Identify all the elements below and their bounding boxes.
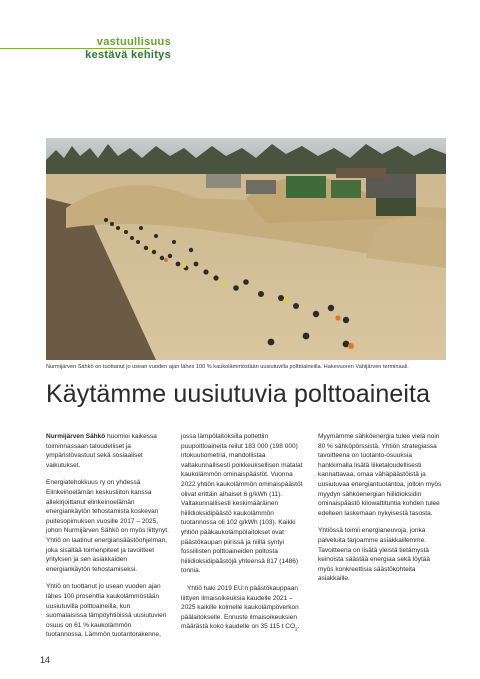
page-title: Käytämme uusiutuvia polttoaineita	[46, 380, 431, 408]
section-label-1: vastuullisuus	[96, 36, 171, 48]
paragraph: jossa lämpölaitoksilla poltettiin puupolttoaineita reilut 183 000 (198 000) irtokuutiometriä, mahdollistaa valtakunnallisesti poikkeuksellisen matalat kaukolämmön ominaispäästöt. Vuonna 2022 yhtiön kaukolämmön ominaispäästöt olivat erittäin alhaiset 6 g/kWh (11). Valtakunnallisesti keskimääräinen hiilidioksidipäästö kaukolämmön tuotannossa oli 102 g/kWh (103). Kaikki yhtiön pääkaukolämpölaitokset ovat päästökaupan piirissä ja niillä syntyi fossiilisten polttoaineiden poltosta hiilidioksidipäästöjä yhteensä 817 (1486) tonnia.	[181, 433, 303, 575]
paragraph-end: .	[297, 623, 300, 631]
paragraph: Energiatehokkuus ry on yhdessä Elinkeinoelämän keskusliiton kanssa allekirjoittanut elinkeinoelämän energiankäytön tehostamista koskevan puitesopimuksen vuosille 2017 – 2025, johon Nurmijärven Sähkö on myös liittynyt. Yhtiö on laatinut energiansäästöohjelman, joka sisältää toimenpiteet ja tavoitteet yrityksen ja sen asiakkaiden energiankäytön tehostamiseksi.	[46, 479, 169, 573]
section-divider	[0, 48, 150, 49]
text-column-2	[181, 432, 305, 642]
paragraph: Yhtiö on tuottanut jo usean vuoden ajan lähes 100 prosenttia kaukolämmöstään uusiutuvilla polttoaineilla, kun suomalaisissa lämpöyhtiöissä uusiutuvien osuus on 61 % kaukolämmön tuotannossa. Lämmön tuotantorakenne,	[46, 583, 167, 639]
text-column-1	[46, 432, 170, 648]
paragraph: Myymämme sähköenergia tulee vielä noin 80 % sähköpörssistä. Yhtiön strategiassa tavoitteena on tuotanto-osuuksia hankkimalla lisätä liiketaloudellisesti kannattavaa, omaa vähäpäästöistä ja uusiutuvaa energiantuotantoa, jolloin myös myydyn sähköenergian hiilidioksidin ominaispäästö kilowattituntia kohden tulee edelleen laskemaan nykyisestä tasosta.	[318, 433, 442, 517]
company-name: Nurmijärven Sähkö	[46, 433, 106, 440]
photo-caption: Nurmijärven Sähkö on tuottanut jo usean vuoden ajan lähes 100 % kaukolämmöstään uusiutuvilla polttoaineilla. Hakevuoren Vahijärven terminaali.	[46, 364, 409, 370]
paragraph-text: huomioi kaikessa toiminnassaan taloudelliset ja ympäristövastuut sekä sosiaaliset vaikutukset.	[46, 433, 157, 469]
paragraph: Yhtiössä toimii energianeuvoja, jonka palveluita tarjoamme asiakkaillemme. Tavoitteena on lisätä yleistä tietämystä keinoista säästää energiaa sekä löytää myös konkreettisia säästökohteita asiakkaille.	[318, 527, 431, 583]
text-column-3	[318, 432, 442, 592]
page-number: 14	[40, 655, 51, 665]
paragraph	[181, 584, 305, 634]
section-tag	[0, 36, 175, 61]
paragraph-text: Yhtiö haki 2019 EU:n päästökauppaan liittyen ilmaisoikeuksia kaudelle 2021 – 2025 kaikille kolmelle kaukolämpöverkon päälaitokselle. Ennuste ilmaisoikeuksien määrästä koko kaudelle on 35 115 t CO	[181, 584, 299, 631]
subscript: 2	[295, 626, 298, 632]
photo-crowd-terminal-icon	[46, 138, 446, 360]
section-label-2: kestävä kehitys	[85, 49, 171, 61]
paragraph	[46, 432, 170, 470]
